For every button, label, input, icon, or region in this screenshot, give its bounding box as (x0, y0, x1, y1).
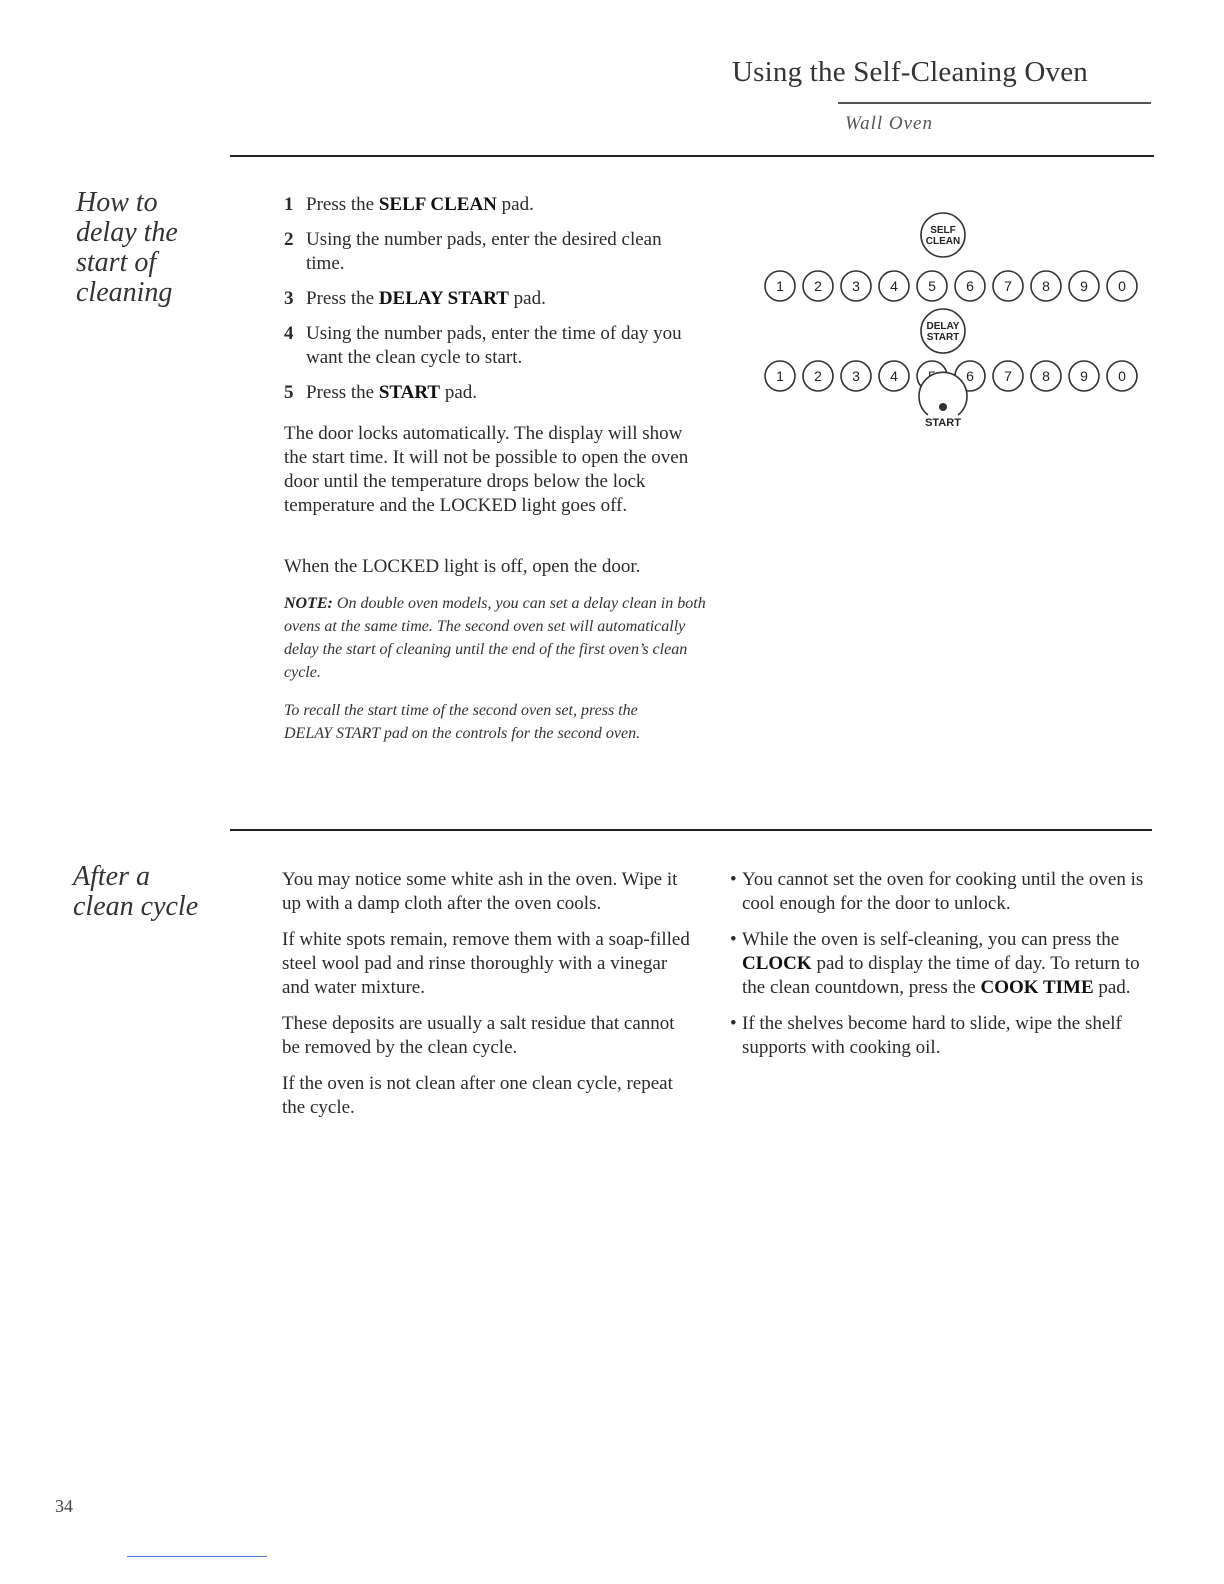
number-pad-label: 2 (814, 368, 822, 384)
step-text: Using the number pads, enter the time of day you want the clean cycle to start. (306, 323, 682, 368)
number-pad-label: 7 (1004, 368, 1012, 384)
step-number: 1 (284, 194, 294, 215)
number-pad-row-1 (765, 271, 1137, 301)
number-pad-label: 3 (852, 278, 860, 294)
number-pad-label: 4 (890, 278, 898, 294)
section-heading-after (73, 862, 198, 922)
step-text: Press the (306, 382, 379, 403)
pad-name: START (378, 382, 441, 403)
number-pad-label: 2 (814, 278, 822, 294)
step-number: 5 (284, 382, 294, 403)
after-clean-left-column (282, 868, 692, 1132)
bullet-text: pad. (1093, 977, 1131, 998)
delay-start-pad-line2: START (926, 332, 960, 343)
number-pad-label: 8 (1042, 368, 1050, 384)
pad-name: DELAY START (378, 288, 509, 309)
number-pad-label: 6 (966, 278, 974, 294)
number-pad-label: 0 (1118, 278, 1126, 294)
footer-line (127, 1556, 267, 1557)
step-text: pad. (440, 382, 478, 403)
bullet-item (730, 868, 1150, 916)
door-lock-paragraph: The door locks automatically. The display will show the start time. It will not be possible to open the oven door until the temperature drops below the lock temperature and the LOCKED light goes off. (284, 423, 689, 516)
pad-name: SELF CLEAN (378, 194, 497, 215)
step-item (284, 381, 704, 405)
number-pad-label: 9 (1080, 368, 1088, 384)
paragraph: These deposits are usually a salt residue that cannot be removed by the clean cycle. (282, 1013, 675, 1058)
number-pad-label: 4 (890, 368, 898, 384)
start-pad-label: START (925, 417, 961, 429)
bullet-item (730, 928, 1150, 1000)
self-clean-pad-icon (921, 213, 965, 257)
number-pad-7-icon (993, 271, 1023, 301)
step-text: Using the number pads, enter the desired clean time. (306, 229, 662, 274)
bullet-icon: • (730, 869, 737, 890)
step-number: 4 (284, 323, 294, 344)
step-text: Press the (306, 194, 379, 215)
page-title: Using the Self-Cleaning Oven (732, 56, 1088, 88)
number-pad-0-icon (1107, 361, 1137, 391)
locked-light-paragraph: When the LOCKED light is off, open the door. (284, 556, 641, 577)
note-label: NOTE: (284, 595, 333, 612)
bullet-item (730, 1012, 1150, 1060)
heading-line: After a (73, 861, 150, 892)
number-pad-9-icon (1069, 361, 1099, 391)
delay-steps-list (284, 193, 704, 416)
number-pad-label: 3 (852, 368, 860, 384)
number-pad-2-icon (803, 361, 833, 391)
step-text: Press the (306, 288, 379, 309)
step-text: pad. (508, 288, 546, 309)
step-item (284, 228, 704, 276)
start-pad-icon (919, 372, 967, 429)
header-divider (838, 102, 1151, 104)
bullet-text: While the oven is self-cleaning, you can press the (742, 929, 1120, 950)
number-pad-9-icon (1069, 271, 1099, 301)
step-item (284, 322, 704, 370)
number-pad-3-icon (841, 271, 871, 301)
number-pad-label: 9 (1080, 278, 1088, 294)
page-number: 34 (55, 1496, 73, 1516)
section-divider (230, 155, 1154, 157)
bullet-text: pad to display the time of day. To return to the clean countdown, press the (742, 953, 1140, 998)
number-pad-8-icon (1031, 271, 1061, 301)
number-pad-3-icon (841, 361, 871, 391)
pad-name: CLOCK (742, 953, 812, 974)
page-subtitle: Wall Oven (845, 113, 933, 134)
note-paragraph (284, 592, 709, 684)
number-pad-label: 1 (776, 368, 784, 384)
number-pad-label: 7 (1004, 278, 1012, 294)
heading-line: delay the (76, 217, 178, 248)
number-pad-label: 6 (966, 368, 974, 384)
bullet-text: You cannot set the oven for cooking until the oven is cool enough for the door to unlock. (742, 869, 1144, 914)
number-pad-label: 5 (928, 278, 936, 294)
number-pad-0-icon (1107, 271, 1137, 301)
bullet-icon: • (730, 929, 737, 950)
number-pad-label: 8 (1042, 278, 1050, 294)
bullet-list (730, 868, 1150, 1060)
number-pad-1-icon (765, 271, 795, 301)
heading-line: clean cycle (73, 891, 199, 922)
self-clean-pad-line2: CLEAN (925, 236, 961, 247)
heading-line: cleaning (76, 277, 173, 308)
heading-line: How to (76, 187, 158, 218)
note-text: On double oven models, you can set a delay clean in both ovens at the same time. The second oven set will automatically delay the start of cleaning until the end of the first oven’s clean cycle. (284, 595, 706, 681)
number-pad-1-icon (765, 361, 795, 391)
bullet-icon: • (730, 1013, 737, 1034)
after-clean-right-column (730, 868, 1150, 1072)
step-text: pad. (496, 194, 534, 215)
number-pad-7-icon (993, 361, 1023, 391)
bullet-text: If the shelves become hard to slide, wipe the shelf supports with cooking oil. (742, 1013, 1122, 1058)
step-number: 2 (284, 229, 294, 250)
number-pad-4-icon (879, 361, 909, 391)
keypad-illustration (750, 205, 1150, 435)
section-divider (230, 829, 1152, 831)
heading-line: start of (76, 247, 157, 278)
step-item (284, 287, 704, 311)
number-pad-4-icon (879, 271, 909, 301)
step-number: 3 (284, 288, 294, 309)
paragraph: If the oven is not clean after one clean cycle, repeat the cycle. (282, 1073, 673, 1118)
pad-name: COOK TIME (980, 977, 1094, 998)
paragraph: If white spots remain, remove them with a soap-filled steel wool pad and rinse thoroughly with a vinegar and water mixture. (282, 929, 690, 998)
number-pad-label: 1 (776, 278, 784, 294)
number-pad-2-icon (803, 271, 833, 301)
number-pad-5-icon (917, 271, 947, 301)
delay-start-pad-icon (921, 309, 965, 353)
self-clean-pad-line1: SELF (930, 225, 956, 236)
section-heading-delay (76, 188, 178, 308)
number-pad-8-icon (1031, 361, 1061, 391)
step-item (284, 193, 704, 217)
delay-start-pad-line1: DELAY (926, 321, 960, 332)
recall-paragraph: To recall the start time of the second oven set, press the DELAY START pad on the controls for the second oven. (284, 702, 641, 742)
paragraph: You may notice some white ash in the oven. Wipe it up with a damp cloth after the oven cools. (282, 869, 678, 914)
number-pad-label: 0 (1118, 368, 1126, 384)
number-pad-6-icon (955, 271, 985, 301)
